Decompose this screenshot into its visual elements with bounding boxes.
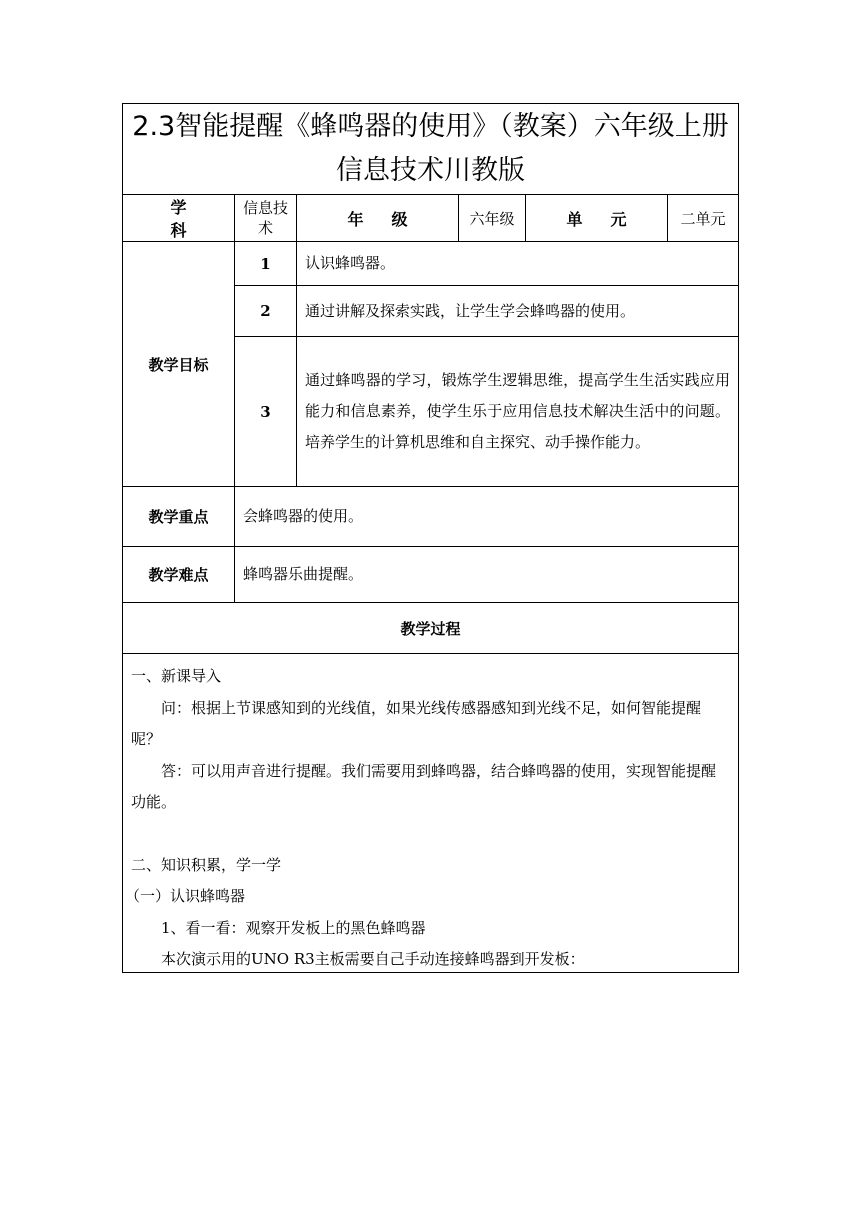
objective-text: 认识蜂鸣器。: [305, 254, 396, 272]
objectives-label: 教学目标: [148, 355, 209, 374]
process-body: [123, 655, 738, 976]
step-paragraph: 1、看一看：观察开发板上的黑色蜂鸣器: [161, 918, 426, 937]
difficulty-label: 教学难点: [148, 566, 209, 584]
grade-value: 六年级: [469, 209, 515, 228]
document-title: 2.3智能提醒《蜂鸣器的使用》（教案）六年级上册信息技术川教版: [132, 111, 729, 186]
spacer: [131, 819, 730, 850]
subject-label-cell: [123, 195, 234, 241]
objective-text: 通过讲解及探索实践，让学生学会蜂鸣器的使用。: [305, 301, 636, 320]
grade-label-cell: [297, 195, 458, 241]
unit-label: 单元: [566, 209, 655, 229]
subsection-heading: （一）认识蜂鸣器: [125, 887, 246, 905]
answer-paragraph: 答：可以用声音进行提醒。我们需要用到蜂鸣器，结合蜂鸣器的使用，实现智能提醒功能。: [131, 761, 717, 811]
demo-paragraph: 本次演示用的UNO R3主板需要自己手动连接蜂鸣器到开发板：: [161, 950, 585, 968]
grade-label: 年级: [347, 209, 436, 229]
objective-number: 1: [260, 254, 271, 273]
subject-value: 信息技术: [243, 199, 289, 237]
rule-process-heading: [123, 653, 738, 654]
section-heading: 二、知识积累，学一学: [131, 855, 282, 874]
question-paragraph: 问：根据上节课感知到的光线值，如果光线传感器感知到光线不足，如何智能提醒呢？: [131, 698, 702, 748]
objective-number: 3: [260, 402, 271, 421]
key-point-text: 会蜂鸣器的使用。: [243, 507, 364, 525]
section-heading: 一、新课导入: [131, 667, 222, 685]
key-point-label: 教学重点: [148, 508, 209, 526]
process-heading: 教学过程: [400, 619, 461, 638]
unit-value: 二单元: [680, 209, 726, 228]
difficulty-text: 蜂鸣器乐曲提醒。: [243, 565, 364, 583]
lesson-plan-table: [122, 103, 739, 973]
objective-text: 通过蜂鸣器的学习，锻炼学生逻辑思维，提高学生生活实践应用能力和信息素养，使学生乐于应用信息技术解决生活中的问题。培养学生的计算机思维和自主探究、动手操作能力。: [305, 371, 730, 451]
subject-label: 学科: [170, 198, 215, 240]
unit-label-cell: [526, 195, 667, 241]
objective-number: 2: [260, 302, 271, 320]
